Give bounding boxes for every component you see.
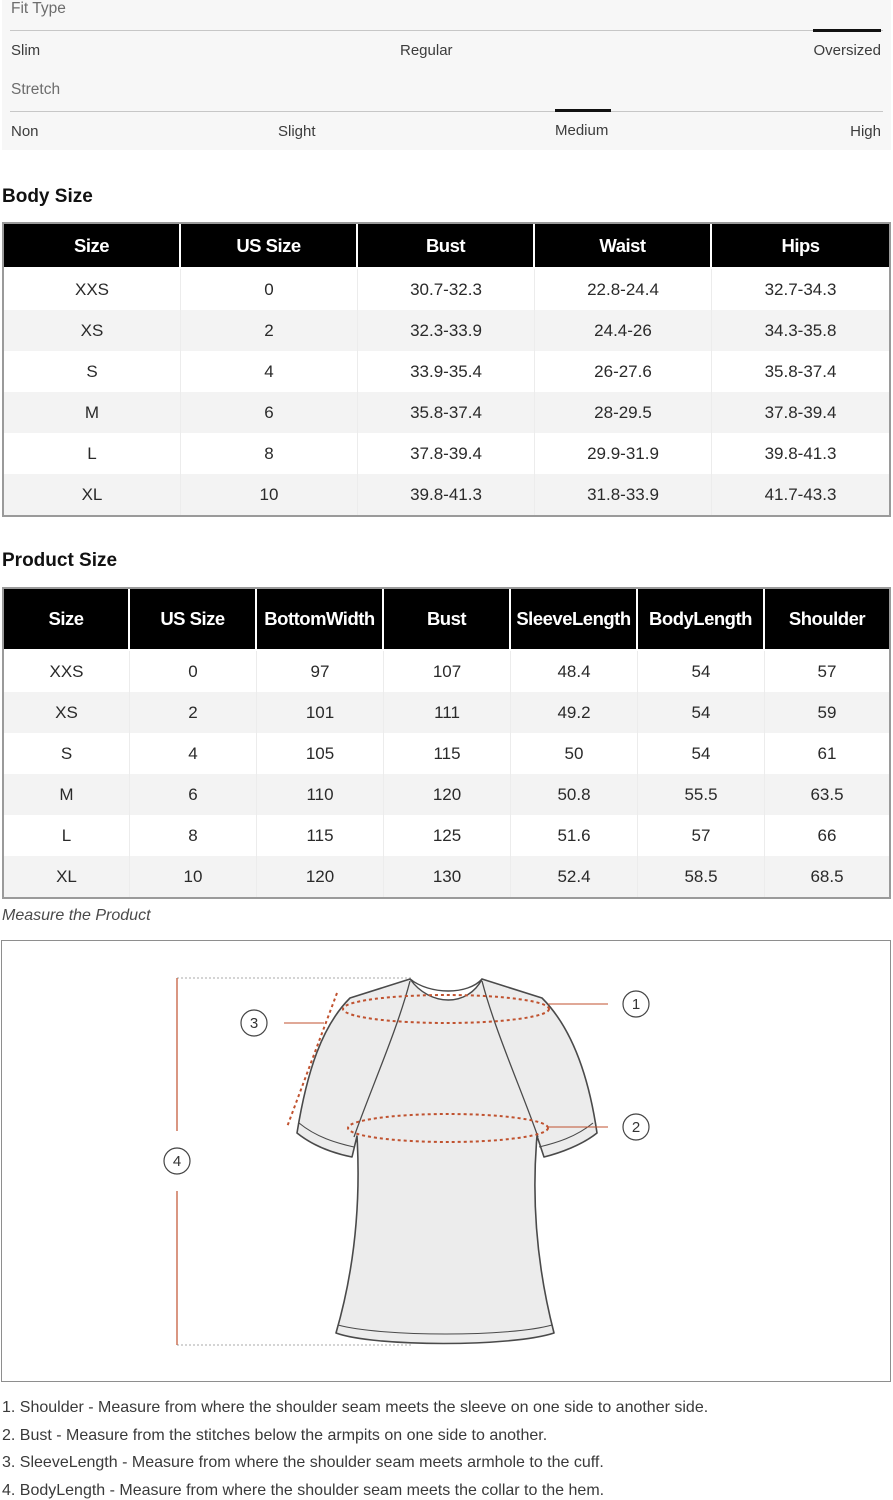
body-size-title: Body Size bbox=[2, 186, 93, 207]
table-cell: 54 bbox=[638, 692, 765, 733]
table-cell: S bbox=[4, 733, 130, 774]
table-cell: 2 bbox=[181, 310, 358, 351]
fit-panel bbox=[2, 0, 891, 150]
table-cell: S bbox=[4, 351, 181, 392]
table-cell: 28-29.5 bbox=[535, 392, 712, 433]
table-cell: 33.9-35.4 bbox=[358, 351, 535, 392]
table-cell: 2 bbox=[130, 692, 257, 733]
table-cell: 30.7-32.3 bbox=[358, 269, 535, 310]
table-cell: 35.8-37.4 bbox=[358, 392, 535, 433]
product-size-title: Product Size bbox=[2, 550, 118, 571]
table-row bbox=[4, 733, 889, 774]
table-cell: 34.3-35.8 bbox=[712, 310, 889, 351]
column-header-shoulder: Shoulder bbox=[765, 589, 889, 651]
table-cell: 29.9-31.9 bbox=[535, 433, 712, 474]
table-cell: 54 bbox=[638, 733, 765, 774]
column-header-size: Size bbox=[4, 589, 130, 651]
table-row bbox=[4, 351, 889, 392]
fit-type-selected-marker bbox=[813, 29, 881, 32]
measurement-notes bbox=[2, 1394, 891, 1500]
table-cell: XS bbox=[4, 692, 130, 733]
table-cell: 105 bbox=[257, 733, 384, 774]
table-cell: 107 bbox=[384, 651, 511, 692]
table-cell: 37.8-39.4 bbox=[358, 433, 535, 474]
table-cell: 120 bbox=[257, 856, 384, 897]
marker-1-label: 1 bbox=[631, 996, 641, 1013]
column-header-size: Size bbox=[4, 224, 181, 269]
table-row bbox=[4, 433, 889, 474]
table-cell: M bbox=[4, 774, 130, 815]
fit-type-label-slim: Slim bbox=[11, 42, 41, 59]
table-cell: 57 bbox=[638, 815, 765, 856]
table-cell: 4 bbox=[181, 351, 358, 392]
column-header-us-size: US Size bbox=[181, 224, 358, 269]
marker-4-label: 4 bbox=[172, 1153, 182, 1170]
table-cell: 32.3-33.9 bbox=[358, 310, 535, 351]
table-cell: 41.7-43.3 bbox=[712, 474, 889, 515]
column-header-bottom-width: BottomWidth bbox=[257, 589, 384, 651]
body-size-table bbox=[2, 222, 891, 517]
column-header-sleeve-length: SleeveLength bbox=[511, 589, 638, 651]
fit-type-label-oversized: Oversized bbox=[813, 42, 881, 59]
table-row bbox=[4, 651, 889, 692]
table-cell: XXS bbox=[4, 269, 181, 310]
table-cell: 50.8 bbox=[511, 774, 638, 815]
stretch-label-medium: Medium bbox=[555, 122, 609, 139]
table-row bbox=[4, 774, 889, 815]
table-cell: XS bbox=[4, 310, 181, 351]
table-cell: 37.8-39.4 bbox=[712, 392, 889, 433]
stretch-title: Stretch bbox=[11, 81, 61, 98]
table-cell: 39.8-41.3 bbox=[764, 443, 837, 463]
table-cell: 52.4 bbox=[511, 856, 638, 897]
stretch-label-slight: Slight bbox=[278, 123, 316, 140]
stretch-label-non: Non bbox=[11, 123, 39, 140]
table-cell: 57 bbox=[817, 661, 837, 681]
table-cell: 6 bbox=[130, 774, 257, 815]
table-cell: XXS bbox=[4, 651, 130, 692]
column-header-body-length: BodyLength bbox=[638, 589, 765, 651]
table-cell: 22.8-24.4 bbox=[535, 269, 712, 310]
table-cell: 130 bbox=[384, 856, 511, 897]
table-cell: 120 bbox=[384, 774, 511, 815]
table-cell: 10 bbox=[181, 474, 358, 515]
stretch-label-high: High bbox=[850, 123, 881, 140]
table-cell: 115 bbox=[257, 815, 384, 856]
fit-type-label-regular: Regular bbox=[400, 42, 453, 59]
table-cell: 54 bbox=[638, 651, 765, 692]
table-cell: 50 bbox=[511, 733, 638, 774]
table-cell: 101 bbox=[257, 692, 384, 733]
table-cell: 0 bbox=[130, 651, 257, 692]
column-header-us-size: US Size bbox=[130, 589, 257, 651]
product-size-table bbox=[2, 587, 891, 899]
table-header-row bbox=[4, 589, 889, 651]
table-cell: 68.5 bbox=[765, 856, 889, 897]
table-cell: 32.7-34.3 bbox=[764, 279, 837, 299]
table-row bbox=[4, 392, 889, 433]
column-header-bust: Bust bbox=[384, 589, 511, 651]
table-cell: L bbox=[4, 433, 181, 474]
table-cell: 35.8-37.4 bbox=[764, 361, 837, 381]
measure-caption: Measure the Product bbox=[2, 907, 151, 924]
table-row bbox=[4, 474, 889, 515]
table-cell: 115 bbox=[384, 733, 511, 774]
fit-type-title: Fit Type bbox=[11, 0, 66, 17]
column-header-bust: Bust bbox=[358, 224, 535, 269]
table-cell: 49.2 bbox=[511, 692, 638, 733]
table-row bbox=[4, 815, 889, 856]
table-cell: XL bbox=[4, 856, 130, 897]
column-header-waist: Waist bbox=[535, 224, 712, 269]
fit-type-scale-line bbox=[10, 30, 883, 31]
measurement-diagram bbox=[1, 940, 891, 1382]
table-cell: 97 bbox=[257, 651, 384, 692]
table-cell: 39.8-41.3 bbox=[358, 474, 535, 515]
table-cell: 110 bbox=[257, 774, 384, 815]
table-cell: 8 bbox=[130, 815, 257, 856]
table-cell: 63.5 bbox=[765, 774, 889, 815]
marker-2-label: 2 bbox=[631, 1119, 641, 1136]
table-cell: 8 bbox=[181, 433, 358, 474]
table-row bbox=[4, 269, 889, 310]
table-cell: M bbox=[4, 392, 181, 433]
table-cell: 66 bbox=[817, 825, 837, 845]
table-cell: L bbox=[4, 815, 130, 856]
note-shoulder: 1. Shoulder - Measure from where the shoulder seam meets the sleeve on one side to another side. bbox=[2, 1399, 709, 1416]
table-cell: 10 bbox=[130, 856, 257, 897]
note-sleeve-length: 3. SleeveLength - Measure from where the shoulder seam meets armhole to the cuff. bbox=[2, 1454, 604, 1471]
table-cell: 48.4 bbox=[511, 651, 638, 692]
column-header-hips: Hips bbox=[712, 224, 889, 269]
table-cell: 125 bbox=[384, 815, 511, 856]
marker-3-label: 3 bbox=[249, 1015, 259, 1032]
table-row bbox=[4, 692, 889, 733]
table-header-row bbox=[4, 224, 889, 269]
table-cell: 6 bbox=[181, 392, 358, 433]
table-cell: 4 bbox=[130, 733, 257, 774]
table-cell: 61 bbox=[817, 743, 837, 763]
table-cell: 58.5 bbox=[638, 856, 765, 897]
table-cell: 31.8-33.9 bbox=[535, 474, 712, 515]
table-cell: 51.6 bbox=[511, 815, 638, 856]
table-cell: 0 bbox=[181, 269, 358, 310]
stretch-selected-marker bbox=[555, 109, 611, 112]
table-cell: 26-27.6 bbox=[535, 351, 712, 392]
table-row bbox=[4, 310, 889, 351]
tshirt-outline bbox=[297, 979, 597, 1344]
stretch-scale-line bbox=[10, 111, 883, 112]
table-cell: 59 bbox=[765, 692, 889, 733]
table-cell: XL bbox=[4, 474, 181, 515]
note-bust: 2. Bust - Measure from the stitches below the armpits on one side to another. bbox=[2, 1426, 548, 1444]
note-body-length: 4. BodyLength - Measure from where the shoulder seam meets the collar to the hem. bbox=[2, 1481, 605, 1499]
table-row bbox=[4, 856, 889, 897]
table-cell: 55.5 bbox=[638, 774, 765, 815]
table-cell: 24.4-26 bbox=[535, 310, 712, 351]
tshirt-diagram bbox=[2, 941, 890, 1381]
table-cell: 111 bbox=[384, 692, 511, 733]
